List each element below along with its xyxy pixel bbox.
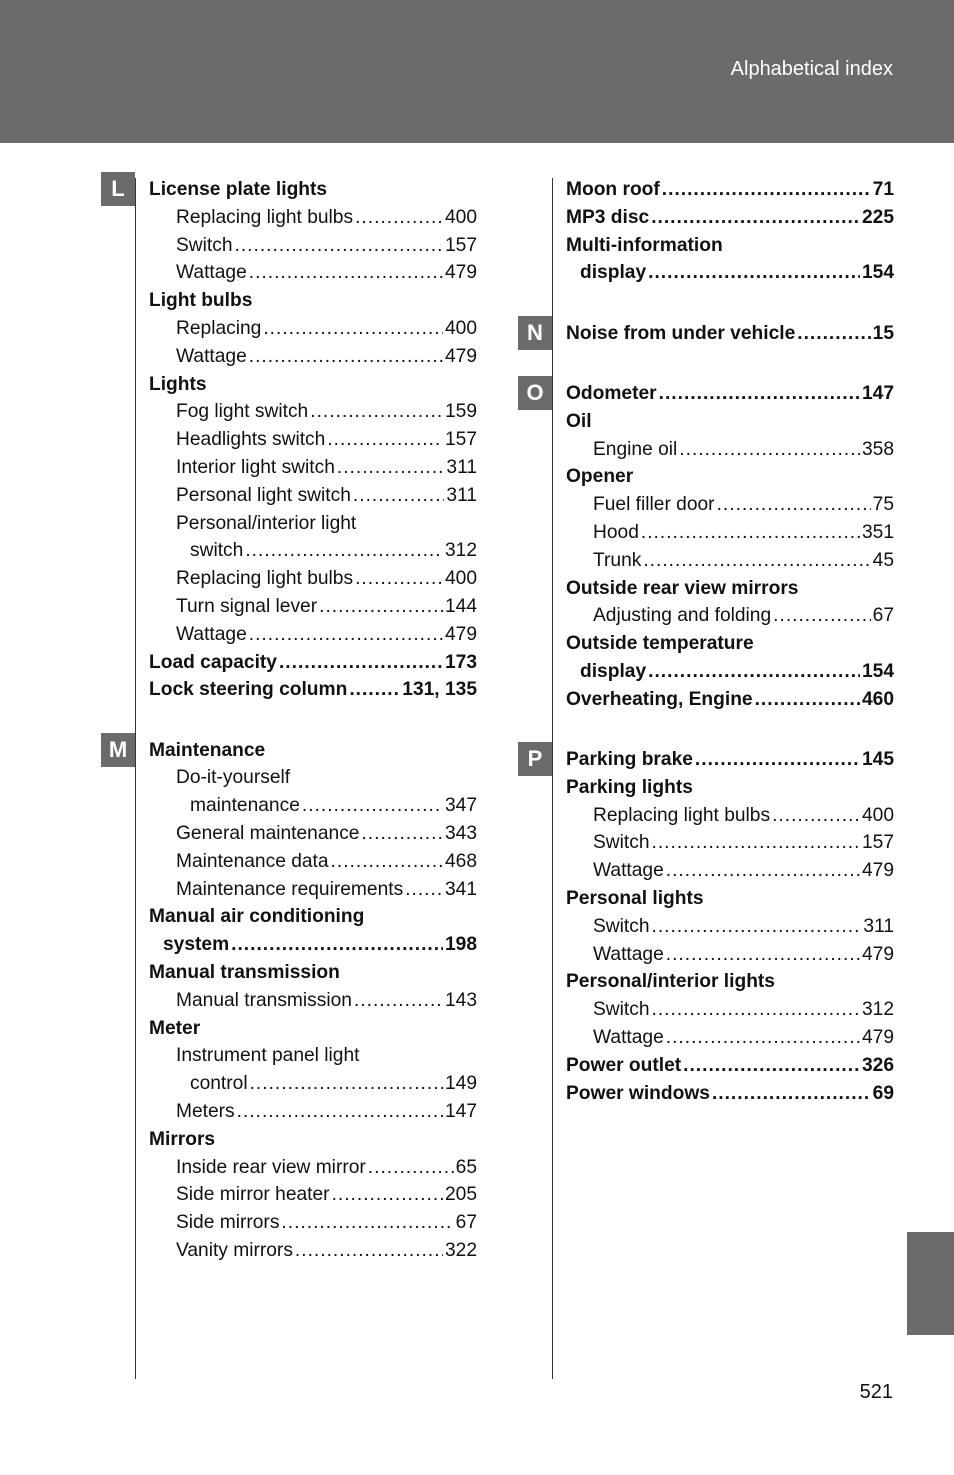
entry-label: Maintenance requirements (176, 878, 404, 900)
entry-page-number: 159 (444, 401, 477, 423)
column-divider-right (552, 178, 553, 1379)
entry-label: Meter (149, 1017, 201, 1039)
dot-leader (349, 676, 400, 704)
entry-label: Side mirrors (176, 1212, 280, 1234)
index-heading (566, 746, 894, 774)
entry-label: Outside rear view mirrors (566, 577, 799, 599)
index-subentry (149, 482, 477, 510)
index-heading (149, 959, 477, 987)
page-number: 521 (859, 1381, 893, 1403)
index-subentry (149, 792, 477, 820)
section-letter-o: O (518, 376, 552, 410)
entry-page-number: 144 (444, 595, 477, 617)
entry-label: Light bulbs (149, 290, 253, 312)
entry-page-number: 75 (872, 494, 894, 516)
entry-label: Personal/interior lights (566, 971, 775, 993)
index-heading (149, 371, 477, 399)
entry-page-number: 15 (872, 322, 894, 344)
index-subentry (149, 510, 477, 538)
index-subentry (149, 565, 477, 593)
entry-page-number: 149 (444, 1073, 477, 1095)
index-subentry (566, 802, 894, 830)
entry-label: Personal/interior light (176, 512, 357, 534)
page-header (0, 0, 954, 143)
index-heading (149, 1015, 477, 1043)
section-letter-p: P (518, 742, 552, 776)
entry-page-number: 400 (444, 568, 477, 590)
entry-label: Inside rear view mirror (176, 1156, 366, 1178)
dot-leader (648, 259, 860, 287)
entry-label: Noise from under vehicle (566, 322, 796, 344)
dot-leader (712, 1080, 871, 1108)
index-subentry (149, 204, 477, 232)
entry-page-number: 311 (446, 456, 477, 478)
entry-label: Lights (149, 373, 207, 395)
entry-label: display (580, 262, 647, 284)
entry-page-number: 343 (444, 823, 477, 845)
dot-leader (643, 547, 870, 575)
dot-leader (695, 746, 860, 774)
index-heading (149, 1126, 477, 1154)
dot-leader (249, 259, 443, 287)
entry-label: control (190, 1073, 248, 1095)
index-heading (149, 931, 477, 959)
index-heading (566, 575, 894, 603)
entry-page-number: 67 (455, 1212, 477, 1234)
entry-label: Manual transmission (149, 962, 340, 984)
dot-leader (666, 1024, 860, 1052)
index-subentry (566, 547, 894, 575)
entry-page-number: 65 (455, 1156, 477, 1178)
index-subentry (149, 1070, 477, 1098)
index-heading (149, 737, 477, 765)
dot-leader (250, 1070, 443, 1098)
entry-label: Do-it-yourself (176, 767, 291, 789)
entry-page-number: 326 (861, 1054, 894, 1076)
section-letter-n: N (518, 316, 552, 350)
index-heading (149, 649, 477, 677)
entry-label: Wattage (176, 262, 247, 284)
index-subentry (149, 1098, 477, 1126)
dot-leader (659, 380, 860, 408)
entry-page-number: 157 (444, 234, 477, 256)
entry-label: Hood (593, 521, 639, 543)
entry-page-number: 145 (861, 749, 894, 771)
header-title: Alphabetical index (730, 58, 893, 80)
index-heading (566, 658, 894, 686)
index-subentry (149, 820, 477, 848)
dot-leader (405, 876, 443, 904)
index-heading (566, 1052, 894, 1080)
index-heading (566, 380, 894, 408)
index-subentry (566, 491, 894, 519)
index-heading (566, 1080, 894, 1108)
entry-page-number: 131, 135 (402, 679, 477, 701)
dot-leader (773, 602, 871, 630)
dot-leader (797, 320, 870, 348)
index-subentry (566, 519, 894, 547)
dot-leader (249, 343, 443, 371)
entry-label: License plate lights (149, 179, 328, 200)
dot-leader (355, 565, 443, 593)
entry-label: Odometer (566, 382, 657, 404)
dot-leader (368, 1154, 454, 1182)
dot-leader (755, 686, 860, 714)
index-heading (566, 176, 894, 204)
entry-page-number: 205 (444, 1184, 477, 1206)
column-divider-left (135, 178, 136, 1379)
entry-label: MP3 disc (566, 206, 650, 228)
index-subentry (149, 593, 477, 621)
entry-label: Manual air conditioning (149, 906, 365, 928)
entry-page-number: 198 (444, 934, 477, 956)
entry-page-number: 351 (861, 521, 894, 543)
dot-leader (245, 537, 443, 565)
entry-page-number: 400 (861, 804, 894, 826)
index-subentry (566, 602, 894, 630)
entry-page-number: 157 (861, 832, 894, 854)
entry-label: Fog light switch (176, 401, 309, 423)
side-thumb-tab (907, 1232, 954, 1335)
entry-page-number: 400 (444, 206, 477, 228)
index-subentry (149, 1154, 477, 1182)
entry-label: Replacing (176, 317, 262, 339)
index-heading (149, 903, 477, 931)
entry-label: Oil (566, 410, 592, 432)
entry-page-number: 154 (861, 660, 894, 682)
entry-label: Side mirror heater (176, 1184, 330, 1206)
entry-page-number: 479 (444, 262, 477, 284)
entry-page-number: 460 (861, 688, 894, 710)
entry-page-number: 147 (861, 382, 894, 404)
dot-leader (354, 987, 443, 1015)
dot-leader (679, 436, 860, 464)
entry-page-number: 479 (861, 943, 894, 965)
entry-label: Personal lights (566, 888, 704, 910)
dot-leader (651, 204, 860, 232)
dot-leader (319, 593, 443, 621)
entry-label: Personal light switch (176, 484, 351, 506)
index-subentry (149, 232, 477, 260)
index-subentry (149, 876, 477, 904)
index-subentry (149, 1209, 477, 1237)
entry-label: Parking lights (566, 776, 693, 798)
dot-leader (295, 1237, 443, 1265)
index-heading (566, 630, 894, 658)
index-subentry (149, 1237, 477, 1265)
index-heading (566, 232, 894, 260)
dot-leader (666, 857, 860, 885)
entry-page-number: 322 (444, 1239, 477, 1261)
entry-label: Replacing light bulbs (176, 568, 354, 590)
entry-label: Switch (593, 999, 650, 1021)
entry-label: Interior light switch (176, 456, 335, 478)
index-subentry (566, 857, 894, 885)
entry-page-number: 312 (861, 999, 894, 1021)
index-subentry (149, 1042, 477, 1070)
entry-label: system (163, 934, 230, 956)
dot-leader (683, 1052, 860, 1080)
dot-leader (652, 829, 860, 857)
entry-page-number: 69 (872, 1082, 894, 1104)
entry-label: maintenance (190, 795, 300, 817)
entry-label: Turn signal lever (176, 595, 318, 617)
dot-leader (263, 315, 443, 343)
entry-label: Replacing light bulbs (593, 804, 771, 826)
entry-page-number: 154 (861, 262, 894, 284)
entry-label: Adjusting and folding (593, 605, 772, 627)
entry-label: Switch (593, 832, 650, 854)
dot-leader (717, 491, 871, 519)
entry-label: Trunk (593, 549, 642, 571)
entry-page-number: 225 (861, 206, 894, 228)
index-subentry (149, 426, 477, 454)
section-letter-l: L (101, 172, 135, 206)
index-subentry (149, 987, 477, 1015)
dot-leader (361, 820, 443, 848)
index-heading (566, 774, 894, 802)
index-subentry (149, 398, 477, 426)
index-heading (149, 676, 477, 704)
entry-label: Mirrors (149, 1128, 216, 1150)
index-subentry (149, 1181, 477, 1209)
index-subentry (149, 454, 477, 482)
index-subentry (149, 537, 477, 565)
entry-page-number: 157 (444, 429, 477, 451)
index-subentry (149, 621, 477, 649)
entry-page-number: 479 (861, 860, 894, 882)
index-subentry (149, 848, 477, 876)
entry-label: Switch (176, 234, 233, 256)
entry-label: Overheating, Engine (566, 688, 753, 710)
dot-leader (662, 176, 871, 204)
entry-label: Opener (566, 466, 634, 488)
dot-leader (249, 621, 443, 649)
index-column-right (566, 176, 894, 1107)
entry-label: Lock steering column (149, 679, 348, 701)
entry-label: Parking brake (566, 749, 693, 771)
index-heading (566, 885, 894, 913)
entry-label: Meters (176, 1101, 235, 1122)
entry-page-number: 67 (872, 605, 894, 627)
index-heading (149, 176, 477, 204)
index-column-left (149, 176, 477, 1265)
index-subentry (149, 764, 477, 792)
entry-label: Maintenance (149, 739, 266, 761)
index-heading (566, 968, 894, 996)
entry-page-number: 147 (444, 1101, 477, 1122)
entry-label: display (580, 660, 647, 682)
index-heading (566, 463, 894, 491)
entry-label: Wattage (176, 345, 247, 367)
entry-label: Engine oil (593, 438, 678, 460)
entry-label: Switch (593, 915, 650, 937)
entry-page-number: 358 (861, 438, 894, 460)
entry-page-number: 341 (444, 878, 477, 900)
entry-label: Headlights switch (176, 429, 326, 451)
dot-leader (281, 1209, 453, 1237)
entry-label: Wattage (176, 623, 247, 645)
dot-leader (337, 454, 445, 482)
entry-page-number: 45 (872, 549, 894, 571)
entry-label: General maintenance (176, 823, 360, 845)
index-subentry (566, 829, 894, 857)
dot-leader (302, 792, 443, 820)
dot-leader (231, 931, 443, 959)
entry-label: Replacing light bulbs (176, 206, 354, 228)
entry-label: Load capacity (149, 651, 277, 673)
entry-page-number: 468 (444, 850, 477, 872)
index-subentry (149, 343, 477, 371)
index-heading (566, 320, 894, 348)
index-subentry (566, 436, 894, 464)
dot-leader (648, 658, 860, 686)
entry-page-number: 400 (444, 317, 477, 339)
dot-leader (772, 802, 860, 830)
entry-page-number: 479 (444, 623, 477, 645)
entry-label: Manual transmission (176, 989, 352, 1011)
index-subentry (566, 913, 894, 941)
index-subentry (566, 1024, 894, 1052)
dot-leader (331, 848, 443, 876)
index-heading (149, 287, 477, 315)
dot-leader (652, 996, 860, 1024)
entry-page-number: 71 (872, 179, 894, 200)
entry-label: Maintenance data (176, 850, 329, 872)
entry-label: Fuel filler door (593, 494, 715, 516)
dot-leader (332, 1181, 443, 1209)
entry-label: Outside temperature (566, 633, 754, 655)
dot-leader (666, 941, 860, 969)
entry-label: Wattage (593, 943, 664, 965)
dot-leader (652, 913, 862, 941)
dot-leader (355, 204, 443, 232)
entry-label: Wattage (593, 1027, 664, 1049)
index-heading (566, 408, 894, 436)
index-subentry (566, 996, 894, 1024)
dot-leader (237, 1098, 443, 1126)
index-heading (566, 259, 894, 287)
entry-label: Wattage (593, 860, 664, 882)
entry-page-number: 312 (444, 540, 477, 562)
entry-label: Multi-information (566, 234, 723, 256)
dot-leader (310, 398, 443, 426)
dot-leader (279, 649, 443, 677)
dot-leader (353, 482, 445, 510)
entry-label: Vanity mirrors (176, 1239, 293, 1261)
entry-label: switch (190, 540, 244, 562)
entry-page-number: 143 (444, 989, 477, 1011)
entry-page-number: 311 (446, 484, 477, 506)
entry-page-number: 479 (444, 345, 477, 367)
index-subentry (149, 259, 477, 287)
entry-label: Power windows (566, 1082, 710, 1104)
dot-leader (327, 426, 443, 454)
entry-label: Moon roof (566, 179, 660, 200)
index-heading (566, 204, 894, 232)
index-subentry (566, 941, 894, 969)
index-heading (566, 686, 894, 714)
entry-page-number: 173 (444, 651, 477, 673)
entry-label: Power outlet (566, 1054, 682, 1076)
entry-page-number: 311 (863, 915, 894, 937)
dot-leader (235, 232, 443, 260)
entry-label: Instrument panel light (176, 1045, 360, 1067)
section-letter-m: M (101, 733, 135, 767)
entry-page-number: 347 (444, 795, 477, 817)
entry-page-number: 479 (861, 1027, 894, 1049)
dot-leader (641, 519, 860, 547)
index-subentry (149, 315, 477, 343)
